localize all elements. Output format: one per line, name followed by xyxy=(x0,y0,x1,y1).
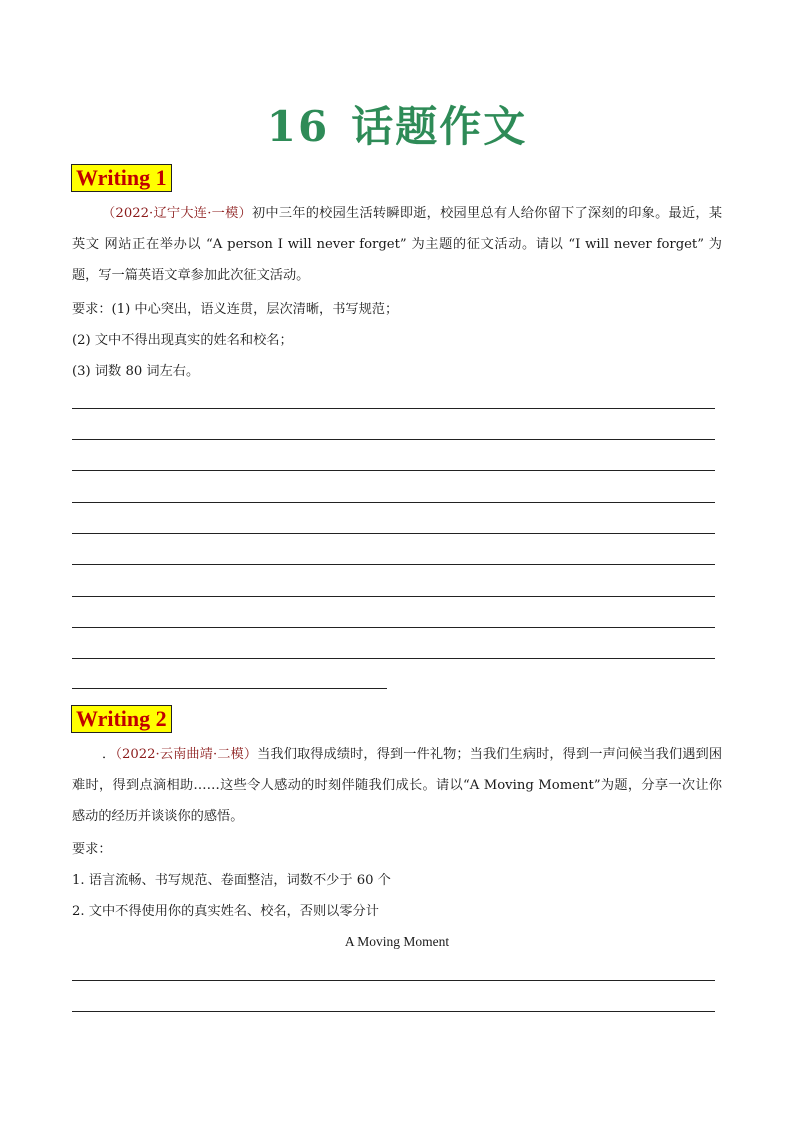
answer-line[interactable] xyxy=(72,658,715,659)
title-text: 话题作文 xyxy=(351,102,528,151)
answer-line[interactable] xyxy=(72,980,715,981)
answer-line[interactable] xyxy=(72,533,715,534)
writing-2-source: （2022·云南曲靖·二模） xyxy=(115,747,258,762)
answer-line[interactable] xyxy=(72,470,715,471)
writing-2-requirement-heading: 要求： xyxy=(72,842,112,857)
writing-1-requirement-2: (2) 文中不得出现真实的姓名和校名； xyxy=(72,333,293,348)
answer-line[interactable] xyxy=(72,408,715,409)
answer-line[interactable] xyxy=(72,688,387,689)
writing-1-requirement-1: 要求：(1) 中心突出，语义连贯，层次清晰，书写规范； xyxy=(72,302,399,317)
writing-2-requirement-2: 2. 文中不得使用你的真实姓名、校名，否则以零分计 xyxy=(72,904,379,919)
answer-line[interactable] xyxy=(72,439,715,440)
answer-line[interactable] xyxy=(72,564,715,565)
writing-2-body: 当我们取得成绩时，得到一件礼物；当我们生病时，得到一声问候当我们遇到困难时，得到点滴相助……这些令人感动的时刻伴随我们成长。请以“A Moving Moment”为题，分享一次让你感动的经历并谈谈你的感悟。 xyxy=(72,747,723,824)
answer-line[interactable] xyxy=(72,627,715,628)
page-title xyxy=(0,100,794,154)
writing-2-badge: Writing 2 xyxy=(71,705,172,733)
title-number: 16 xyxy=(266,102,330,151)
writing-1-source: （2022·辽宁大连·一模） xyxy=(102,206,252,221)
writing-2-requirement-1: 1. 语言流畅、书写规范、卷面整洁，词数不少于 60 个 xyxy=(72,873,391,888)
writing-2-prompt xyxy=(72,739,722,832)
writing-2-lead: ． xyxy=(102,747,116,762)
answer-line[interactable] xyxy=(72,1011,715,1012)
writing-1-prompt xyxy=(72,198,722,291)
writing-1-badge: Writing 1 xyxy=(71,164,172,192)
writing-1-body: 初中三年的校园生活转瞬即逝，校园里总有人给你留下了深刻的印象。最近，某英文 网站正在举办以 “A person I will never forget” 为主题的征文活动。请以 “I will never forget” 为题，写一篇英语文章参加此次征文活动。 xyxy=(72,206,723,283)
writing-1-requirement-3: (3) 词数 80 词左右。 xyxy=(72,364,200,379)
answer-line[interactable] xyxy=(72,502,715,503)
answer-line[interactable] xyxy=(72,596,715,597)
essay-title: A Moving Moment xyxy=(344,934,450,949)
